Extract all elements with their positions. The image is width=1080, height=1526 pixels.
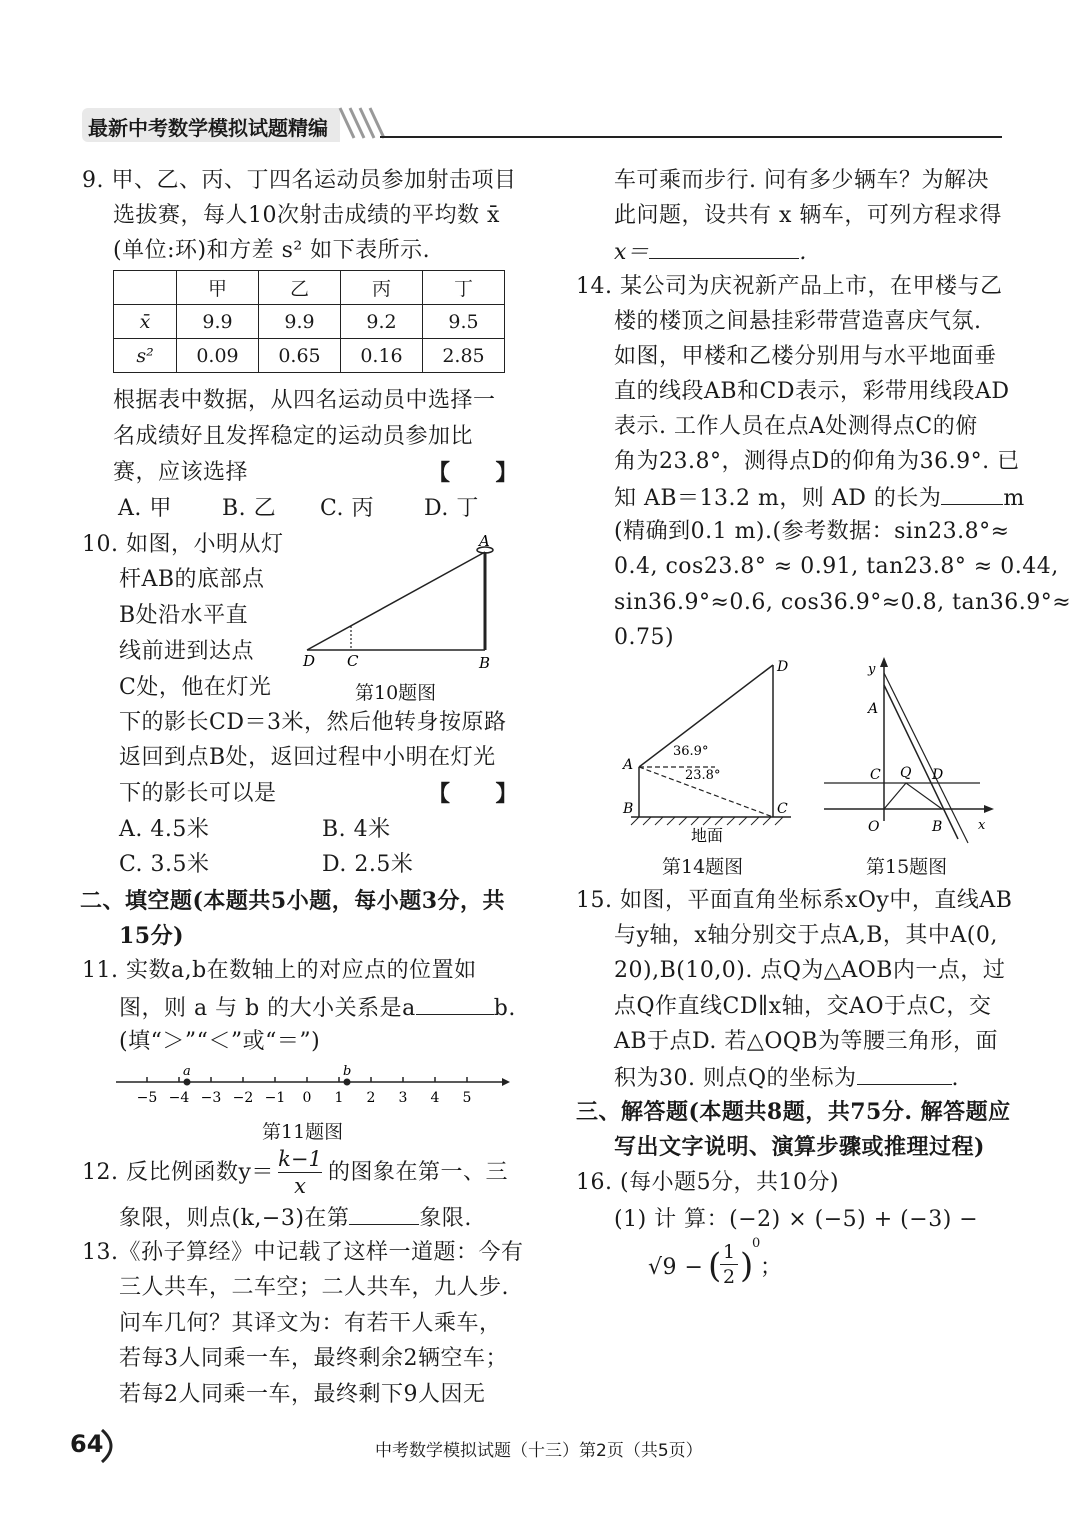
q16-paren-left: ( bbox=[708, 1246, 722, 1286]
q15-line-3: 20),B(10,0). 点Q为△AOB内一点，过 bbox=[614, 958, 1006, 983]
label-a: A bbox=[623, 757, 634, 773]
q12-line-2 bbox=[119, 1202, 472, 1234]
q13-line-3: 问车几何？其译文为：有若干人乘车， bbox=[119, 1311, 502, 1336]
q15-caption: 第15题图 bbox=[866, 856, 948, 878]
table-row bbox=[114, 339, 505, 373]
q10-line-3: B处沿水平直 bbox=[119, 603, 249, 628]
table-row bbox=[114, 271, 505, 305]
q16-exponent: 0 bbox=[752, 1236, 761, 1251]
label-c: C bbox=[347, 652, 359, 670]
q11-caption: 第11题图 bbox=[262, 1121, 344, 1143]
table-cell: 0.16 bbox=[341, 339, 423, 373]
q11-line-2-text: 图，则 a 与 b 的大小关系是a bbox=[119, 996, 416, 1021]
q13-line-1: 13.《孙子算经》中记载了这样一道题：今有 bbox=[82, 1240, 524, 1265]
q10-more-2: 返回到点B处，返回过程中小明在灯光 bbox=[119, 745, 496, 770]
q14-line-7-unit: m bbox=[1003, 486, 1025, 511]
table-cell: 0.65 bbox=[259, 339, 341, 373]
section3-heading-1: 三、解答题(本题共8题，共75分. 解答题应 bbox=[576, 1099, 1011, 1125]
x-axis-arrow-icon bbox=[984, 805, 994, 813]
q14-diagram bbox=[615, 655, 800, 850]
tick-label: 0 bbox=[302, 1090, 312, 1106]
angle-label-2: 23.8° bbox=[685, 768, 721, 783]
q12-line-2-text: 象限，则点(k,−3)在第 bbox=[119, 1206, 350, 1231]
q13-answer-prefix: x＝ bbox=[614, 240, 650, 265]
tick-label: 2 bbox=[366, 1090, 376, 1106]
q16-part1: (1) 计 算：(−2) × (−5) + (−3) − bbox=[614, 1207, 979, 1232]
q13-right-1: 车可乘而步行. 问有多少辆车？为解决 bbox=[614, 168, 989, 193]
label-b: B bbox=[479, 654, 491, 672]
label-b: B bbox=[932, 819, 943, 835]
q10-more-1: 下的影长CD＝3米，然后他转身按原路 bbox=[119, 710, 507, 735]
q15-diagram bbox=[820, 655, 1005, 845]
q11-answer-blank[interactable] bbox=[416, 992, 494, 1015]
header-title: 最新中考数学模拟试题精编 bbox=[88, 116, 328, 140]
q16-title: 16. (每小题5分，共10分) bbox=[576, 1170, 840, 1195]
q16-sqrt: √9 − bbox=[648, 1255, 704, 1280]
page-number: 64 bbox=[70, 1430, 104, 1458]
tick-label: −5 bbox=[136, 1090, 158, 1106]
q9-line-3: (单位:环)和方差 s² 如下表所示. bbox=[113, 238, 431, 263]
table-cell: 9.9 bbox=[259, 305, 341, 339]
q14-line-1: 14. 某公司为庆祝新产品上市，在甲楼与乙 bbox=[576, 274, 1003, 299]
q11-line-1: 11. 实数a,b在数轴上的对应点的位置如 bbox=[82, 958, 477, 983]
q14-line-2: 楼的楼顶之间悬挂彩带营造喜庆气氛. bbox=[614, 309, 982, 334]
q15-line-1: 15. 如图，平面直角坐标系xOy中，直线AB bbox=[576, 888, 1013, 913]
q14-caption: 第14题图 bbox=[662, 856, 744, 878]
q10-option-c: C. 3.5米 bbox=[119, 852, 210, 877]
tick-label: −3 bbox=[200, 1090, 222, 1106]
q10-option-b: B. 4米 bbox=[322, 817, 391, 842]
q9-option-a: A. 甲 bbox=[118, 496, 172, 521]
q9-after-3: 赛，应该选择 bbox=[113, 460, 249, 485]
q13-line-2: 三人共车，二车空；二人共车，九人步. bbox=[119, 1275, 509, 1300]
header-stripes-icon bbox=[336, 104, 386, 144]
q14-line-7-text: 知 AB＝13.2 m，则 AD 的长为 bbox=[614, 486, 942, 511]
label-a: A bbox=[868, 701, 879, 717]
tick-label: 4 bbox=[430, 1090, 440, 1106]
label-a: A bbox=[479, 532, 490, 550]
axis-arrow-icon bbox=[502, 1078, 510, 1086]
q13-right-2: 此问题，设共有 x 辆车，可列方程求得 bbox=[614, 203, 1002, 228]
q10-line-4: 线前进到达点 bbox=[119, 639, 255, 664]
q9-table bbox=[113, 270, 505, 373]
table-cell: 2.85 bbox=[423, 339, 505, 373]
section3-heading-2: 写出文字说明、演算步骤或推理过程) bbox=[614, 1134, 985, 1160]
label-o: O bbox=[868, 819, 880, 835]
table-header: 甲 bbox=[177, 271, 259, 305]
q10-option-d: D. 2.5米 bbox=[322, 852, 414, 877]
q13-line-4: 若每3人同乘一车，最终剩余2辆空车； bbox=[119, 1346, 508, 1371]
light-ray bbox=[307, 552, 485, 650]
table-cell bbox=[114, 271, 177, 305]
table-row bbox=[114, 305, 505, 339]
q12-denominator: x bbox=[294, 1174, 306, 1198]
q12-prefix: 12. 反比例函数y＝ bbox=[82, 1160, 274, 1185]
q16-end: ； bbox=[760, 1255, 783, 1280]
q9-line-1: 9. 甲、乙、丙、丁四名运动员参加射击项目 bbox=[82, 168, 517, 193]
table-header: 乙 bbox=[259, 271, 341, 305]
tick-label: 5 bbox=[462, 1090, 472, 1106]
q9-option-c: C. 丙 bbox=[320, 496, 375, 521]
label-d: D bbox=[777, 659, 789, 675]
q10-diagram bbox=[295, 530, 505, 680]
q13-line-5: 若每2人同乘一车，最终剩下9人因无 bbox=[119, 1382, 486, 1407]
tick-label: −2 bbox=[232, 1090, 254, 1106]
q9-answer-bracket: 【 】 bbox=[428, 460, 519, 486]
q9-after-1: 根据表中数据，从四名运动员中选择一 bbox=[113, 388, 496, 413]
label-y: y bbox=[868, 662, 876, 677]
ground-hatch bbox=[631, 817, 783, 825]
q15-line-6-text: 积为30. 则点Q的坐标为 bbox=[614, 1066, 857, 1091]
page-corner-icon bbox=[98, 1426, 124, 1466]
point-a bbox=[184, 1079, 191, 1086]
q14-ref-3: sin36.9°≈0.6, cos36.9°≈0.8, tan36.9°≈ bbox=[614, 590, 1072, 615]
q16-paren-right: ) bbox=[740, 1246, 754, 1286]
q10-line-2: 杆AB的底部点 bbox=[119, 567, 265, 592]
tick-label: −4 bbox=[168, 1090, 190, 1106]
table-cell: s² bbox=[114, 339, 177, 373]
q13-right-3: x＝ . bbox=[614, 236, 807, 268]
label-d: D bbox=[303, 652, 316, 670]
line-ab-extended bbox=[884, 673, 968, 843]
q14-answer-blank[interactable] bbox=[941, 482, 1003, 505]
footer-text: 中考数学模拟试题（十三）第2页（共5页） bbox=[375, 1441, 703, 1461]
y-axis-arrow-icon bbox=[880, 657, 888, 667]
tick-label: 1 bbox=[334, 1090, 344, 1106]
q12-answer-blank[interactable] bbox=[349, 1202, 419, 1225]
angle-label-1: 36.9° bbox=[673, 744, 709, 759]
q16-half-numerator: 1 bbox=[720, 1240, 738, 1265]
section2-heading-1: 二、填空题(本题共5小题，每小题3分，共 bbox=[80, 888, 506, 914]
q16-fraction bbox=[720, 1240, 738, 1289]
q11-line-2 bbox=[119, 992, 516, 1024]
q14-line-6: 角为23.8°，测得点D的仰角为36.9°. 已 bbox=[614, 449, 1020, 474]
q15-line-2: 与y轴，x轴分别交于点A,B，其中A(0, bbox=[614, 923, 998, 948]
q10-caption: 第10题图 bbox=[355, 682, 437, 704]
q10-answer-bracket: 【 】 bbox=[428, 781, 519, 807]
q10-option-a: A. 4.5米 bbox=[119, 817, 210, 842]
table-cell: 9.9 bbox=[177, 305, 259, 339]
q12-fraction bbox=[278, 1146, 322, 1199]
ground-label: 地面 bbox=[691, 826, 724, 845]
label-d: D bbox=[932, 767, 944, 783]
label-x: x bbox=[978, 818, 986, 833]
table-cell: 9.2 bbox=[341, 305, 423, 339]
q15-line-5: AB于点D. 若△OQB为等腰三角形，面 bbox=[614, 1029, 999, 1054]
point-b bbox=[344, 1079, 351, 1086]
section2-heading-2: 15分) bbox=[119, 923, 185, 949]
q15-answer-blank[interactable] bbox=[857, 1062, 952, 1085]
label-c: C bbox=[777, 801, 788, 817]
table-cell: 0.09 bbox=[177, 339, 259, 373]
table-header: 丙 bbox=[341, 271, 423, 305]
q15-line-4: 点Q作直线CD∥x轴，交AO于点C，交 bbox=[614, 994, 992, 1019]
table-header: 丁 bbox=[423, 271, 505, 305]
q14-line-5: 表示. 工作人员在点A处测得点C的俯 bbox=[614, 414, 978, 439]
q9-after-2: 名成绩好且发挥稳定的运动员参加比 bbox=[113, 424, 474, 449]
q14-line-7 bbox=[614, 482, 1025, 514]
q15-line-6: 积为30. 则点Q的坐标为 . bbox=[614, 1062, 959, 1094]
table-cell: 9.5 bbox=[423, 305, 505, 339]
q10-more-3: 下的影长可以是 bbox=[119, 781, 277, 806]
label-b: B bbox=[623, 801, 634, 817]
q14-ref-4: 0.75) bbox=[614, 625, 675, 650]
q11-line-2-tail: b. bbox=[493, 996, 516, 1021]
q14-line-3: 如图，甲楼和乙楼分别用与水平地面垂 bbox=[614, 344, 997, 369]
header-rule bbox=[380, 136, 1002, 138]
q14-ref-1: (精确到0.1 m).(参考数据：sin23.8°≈ bbox=[614, 519, 1010, 544]
q13-answer-blank[interactable] bbox=[649, 236, 799, 259]
point-a-label: a bbox=[183, 1064, 191, 1079]
q10-line-5: C处，他在灯光 bbox=[119, 675, 272, 700]
q12-suffix: 的图象在第一、三 bbox=[328, 1160, 509, 1185]
q9-option-b: B. 乙 bbox=[222, 496, 277, 521]
q14-ref-2: 0.4, cos23.8° ≈ 0.91, tan23.8° ≈ 0.44, bbox=[614, 554, 1059, 579]
tick-label: −1 bbox=[264, 1090, 286, 1106]
q9-option-d: D. 丁 bbox=[424, 496, 479, 521]
q16-half-denominator: 2 bbox=[722, 1266, 736, 1288]
label-c: C bbox=[870, 767, 881, 783]
point-b-label: b bbox=[343, 1064, 352, 1079]
tick-label: 3 bbox=[398, 1090, 408, 1106]
q14-line-4: 直的线段AB和CD表示，彩带用线段AD bbox=[614, 379, 1010, 404]
table-cell: x̄ bbox=[114, 305, 177, 339]
label-q: Q bbox=[900, 765, 912, 781]
q9-line-2: 选拔赛，每人10次射击成绩的平均数 x̄ bbox=[113, 203, 500, 228]
q12-line-2-tail: 象限. bbox=[419, 1206, 472, 1231]
q11-line-3: (填“＞”“＜”或“＝”) bbox=[119, 1029, 321, 1054]
q11-number-line bbox=[110, 1062, 510, 1110]
q12-numerator: k−1 bbox=[278, 1147, 322, 1171]
line-ab bbox=[884, 685, 958, 839]
q10-line-1: 10. 如图，小明从灯 bbox=[82, 532, 284, 557]
